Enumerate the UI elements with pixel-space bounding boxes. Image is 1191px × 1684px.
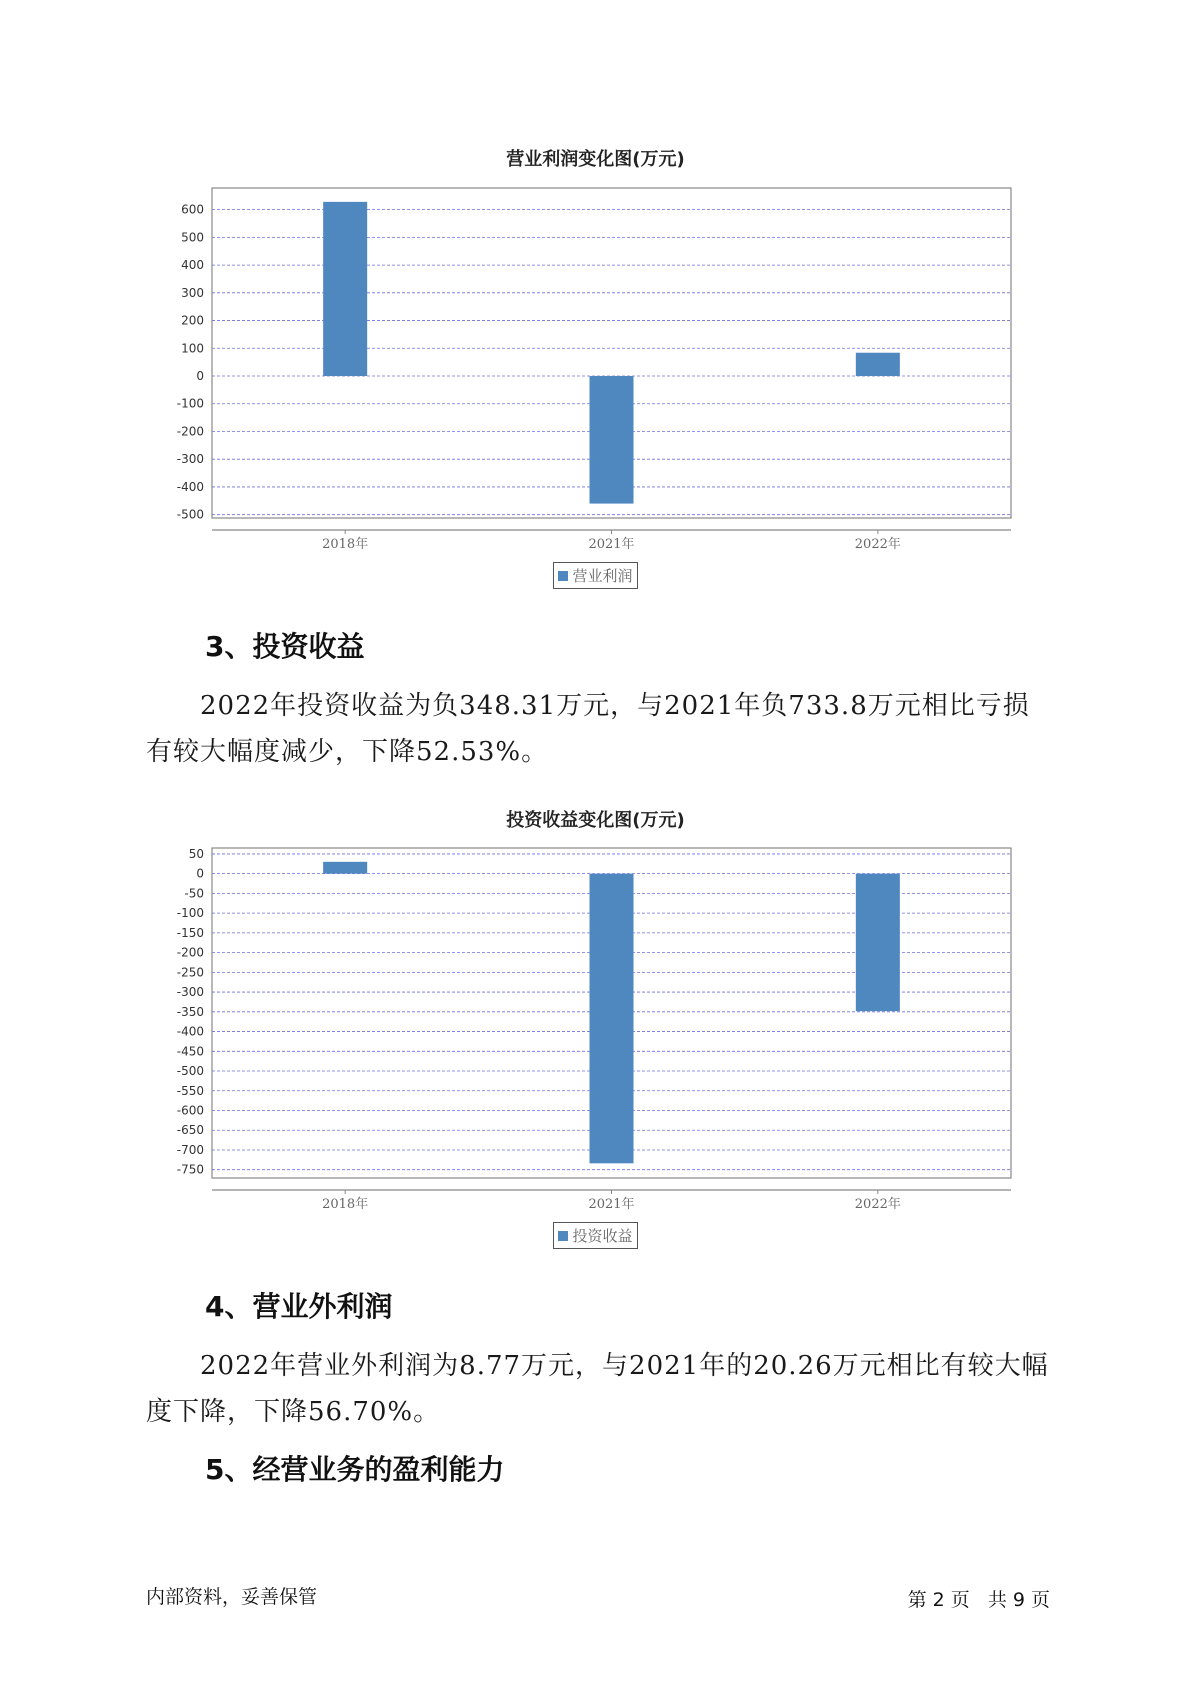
section-heading-non-operating-profit: 4、营业外利润 (205, 1290, 393, 1323)
chart1-x-tick-label: 2018年 (322, 537, 369, 552)
chart2-y-tick-label: 0 (196, 866, 204, 881)
total-unit: 页 (1030, 1589, 1050, 1611)
chart2-y-tick-label: -550 (176, 1083, 204, 1098)
chart2-x-tick-label: 2018年 (322, 1197, 369, 1212)
section-heading-investment-income: 3、投资收益 (205, 630, 365, 663)
chart2-y-tick-label: -750 (176, 1162, 204, 1177)
chart1-y-tick-label: 400 (181, 258, 204, 273)
chart2-legend (0, 1222, 1191, 1249)
chart1-y-tick-label: -100 (176, 396, 204, 411)
chart1-y-tick-label: 200 (181, 313, 204, 328)
page-prefix: 第 (907, 1589, 927, 1611)
chart2-y-tick-label: -250 (176, 965, 204, 980)
chart2-y-tick-label: -200 (176, 945, 204, 960)
footer-confidential-note: 内部资料，妥善保管 (146, 1586, 318, 1608)
page-number: 2 (932, 1589, 945, 1611)
chart1-x-tick-label: 2021年 (588, 537, 635, 552)
chart1-y-tick-label: 0 (196, 369, 204, 384)
chart2-y-tick-label: -100 (176, 906, 204, 921)
chart1-y-tick-label: -200 (176, 424, 204, 439)
chart1-bar (590, 376, 634, 504)
investment-income-chart (0, 840, 1191, 1240)
chart1-y-tick-label: -300 (176, 452, 204, 467)
chart1-y-tick-label: -400 (176, 479, 204, 494)
chart1-legend-label: 营业利润 (572, 567, 633, 585)
section-paragraph-investment-income: 2022年投资收益为负348.31万元，与2021年负733.8万元相比亏损有较大幅度减少，下降52.53%。 (146, 691, 1030, 767)
chart2-x-tick-label: 2022年 (854, 1197, 901, 1212)
page-unit: 页 (950, 1589, 970, 1611)
chart2-bar (856, 874, 900, 1011)
chart2-bar (323, 862, 367, 874)
chart2-y-tick-label: 50 (188, 846, 204, 861)
chart2-y-tick-label: -700 (176, 1142, 204, 1157)
chart2-y-tick-label: -600 (176, 1103, 204, 1118)
legend-swatch (558, 1231, 568, 1241)
chart1-legend (0, 562, 1191, 589)
chart2-y-tick-label: -350 (176, 1004, 204, 1019)
chart2-y-tick-label: -50 (184, 886, 204, 901)
section-heading-business-profitability: 5、经营业务的盈利能力 (205, 1453, 505, 1486)
chart2-bar (590, 874, 634, 1164)
chart1-y-tick-label: 500 (181, 230, 204, 245)
chart1-y-tick-label: 300 (181, 285, 204, 300)
chart2-y-tick-label: -400 (176, 1024, 204, 1039)
chart1-x-tick-label: 2022年 (854, 537, 901, 552)
section-paragraph-non-operating-profit: 2022年营业外利润为8.77万元，与2021年的20.26万元相比有较大幅度下降，下降56.70%。 (146, 1351, 1049, 1427)
chart2-y-tick-label: -500 (176, 1064, 204, 1079)
chart2-title: 投资收益变化图(万元) (506, 810, 685, 831)
chart1-y-tick-label: -500 (176, 507, 204, 522)
chart2-legend-label: 投资收益 (572, 1227, 633, 1245)
chart2-y-tick-label: -300 (176, 985, 204, 1000)
total-pages: 9 (1012, 1589, 1025, 1611)
chart2-y-tick-label: -450 (176, 1044, 204, 1059)
chart1-y-tick-label: 600 (181, 202, 204, 217)
chart1-bar (323, 202, 367, 376)
legend-swatch (558, 571, 568, 581)
total-prefix: 共 (987, 1589, 1007, 1611)
chart1-bar (856, 353, 900, 376)
operating-profit-chart (0, 180, 1191, 580)
footer-page-info (905, 1585, 1053, 1612)
chart1-title: 营业利润变化图(万元) (506, 149, 685, 170)
chart1-y-tick-label: 100 (181, 341, 204, 356)
chart2-x-tick-label: 2021年 (588, 1197, 635, 1212)
chart2-y-tick-label: -650 (176, 1123, 204, 1138)
chart2-y-tick-label: -150 (176, 925, 204, 940)
